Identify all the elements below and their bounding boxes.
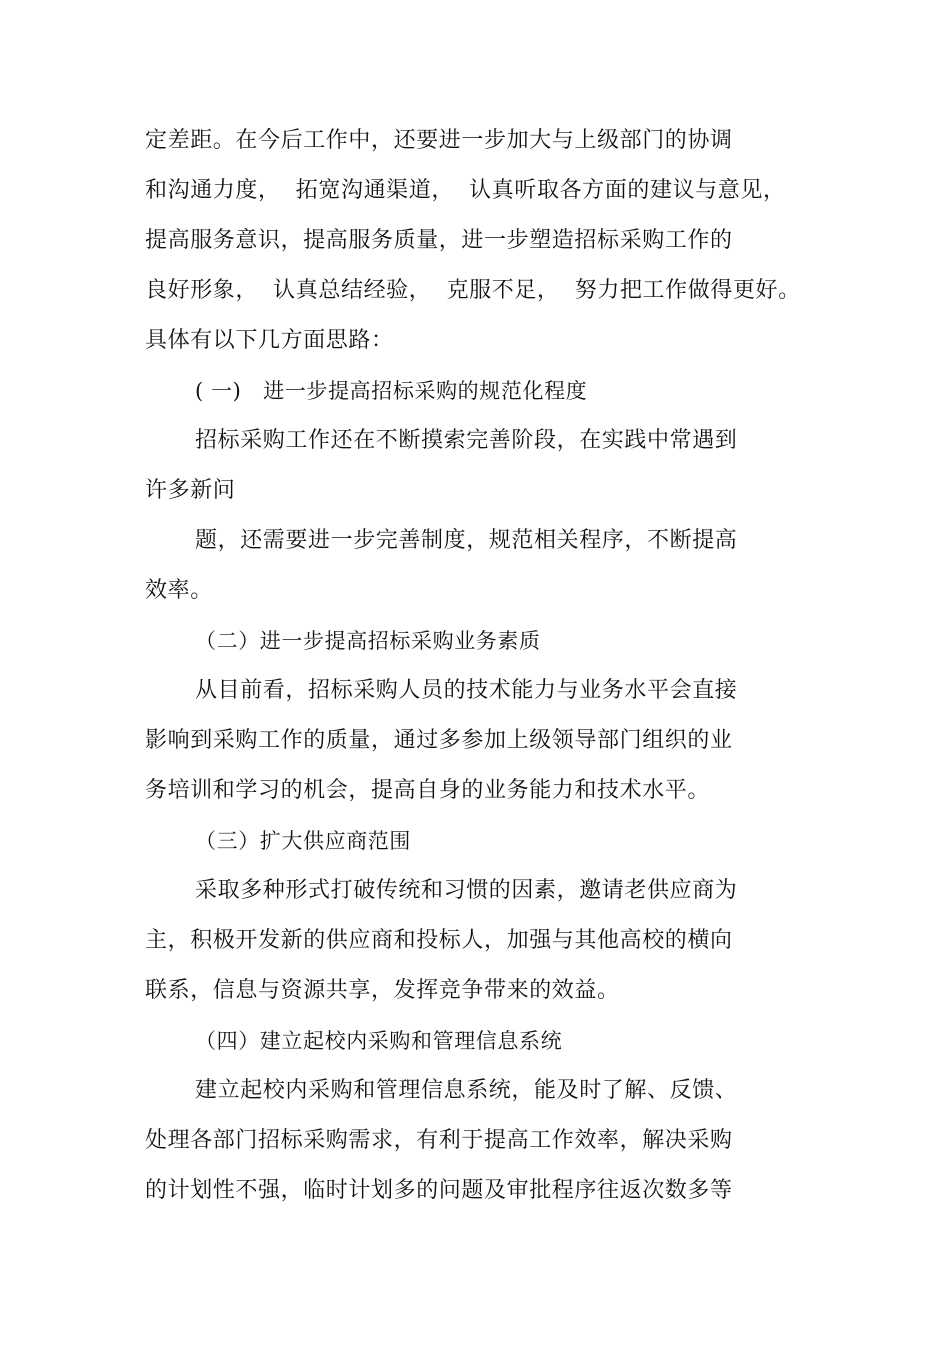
section-heading-3: （三）扩大供应商范围 <box>195 829 411 853</box>
section-heading-4: （四）建立起校内采购和管理信息系统 <box>195 1029 563 1053</box>
section-heading-2: （二）进一步提高招标采购业务素质 <box>195 629 541 653</box>
paragraph-line: 的计划性不强，临时计划多的问题及审批程序往返次数多等 <box>145 1178 733 1203</box>
paragraph-line: 定差距。在今后工作中，还要进一步加大与上级部门的协调 <box>145 128 733 153</box>
paragraph-line: 建立起校内采购和管理信息系统，能及时了解、反馈、 <box>195 1078 738 1103</box>
paragraph-line: 采取多种形式打破传统和习惯的因素，邀请老供应商为 <box>195 878 738 903</box>
paragraph-line: 效率。 <box>145 578 213 603</box>
paragraph-line: 务培训和学习的机会，提高自身的业务能力和技术水平。 <box>145 778 711 803</box>
paragraph-line: 题，还需要进一步完善制度，规范相关程序，不断提高 <box>195 528 738 553</box>
paragraph-line: 具体有以下几方面思路： <box>145 328 394 353</box>
paragraph-line: 招标采购工作还在不断摸索完善阶段，在实践中常遇到 <box>195 428 738 453</box>
paragraph-line: 联系，信息与资源共享，发挥竞争带来的效益。 <box>145 978 620 1003</box>
paragraph-line: 影响到采购工作的质量，通过多参加上级领导部门组织的业 <box>145 728 733 753</box>
paragraph-line: 许多新问 <box>145 478 236 503</box>
paragraph-line: 处理各部门招标采购需求，有利于提高工作效率，解决采购 <box>145 1128 733 1153</box>
section-heading-1: ( 一) 进一步提高招标采购的规范化程度 <box>195 379 588 403</box>
paragraph-line: 提高服务意识，提高服务质量，进一步塑造招标采购工作的 <box>145 228 733 253</box>
paragraph-line: 主，积极开发新的供应商和投标人，加强与其他高校的横向 <box>145 928 733 953</box>
paragraph-line: 和沟通力度， 拓宽沟通渠道， 认真听取各方面的建议与意见， <box>145 178 786 203</box>
paragraph-line: 良好形象， 认真总结经验， 克服不足， 努力把工作做得更好。 <box>145 278 801 303</box>
paragraph-line: 从目前看，招标采购人员的技术能力与业务水平会直接 <box>195 678 738 703</box>
